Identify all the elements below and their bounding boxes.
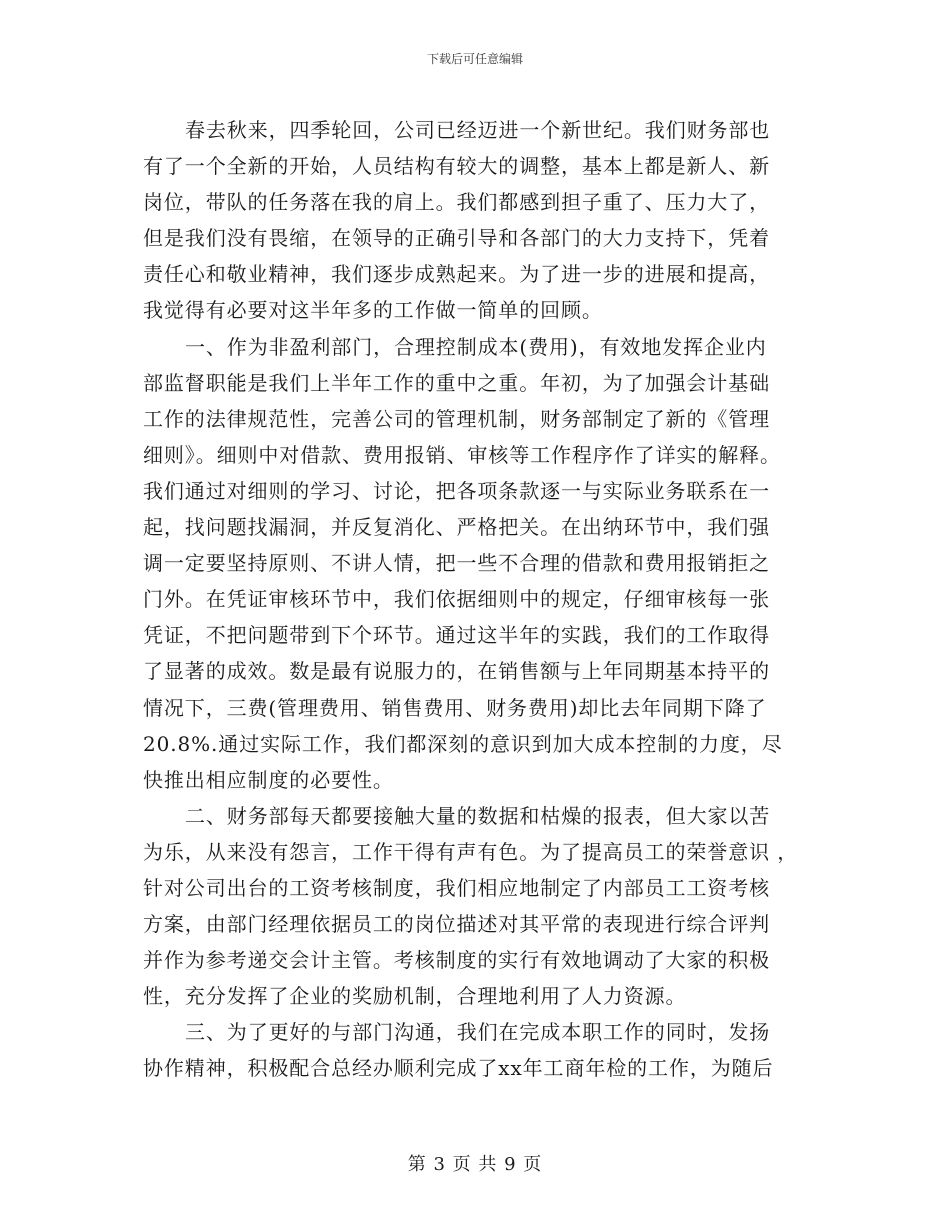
text-line: 凭证，不把问题带到下个环节。通过这半年的实践，我们的工作取得 [143,623,770,648]
text-line: 了显著的成效。数是最有说服力的，在销售额与上年同期基本持平的 [143,659,770,684]
text-line: 岗位，带队的任务落在我的肩上。我们都感到担子重了、压力大了， [143,190,770,215]
text-line: 并作为参考递交会计主管。考核制度的实行有效地调动了大家的积极 [143,948,770,973]
document-body [143,112,808,1087]
text-line: 责任心和敬业精神，我们逐步成熟起来。为了进一步的进展和提高， [143,262,770,287]
text-line: 为乐，从来没有怨言，工作干得有声有色。为了提高员工的荣誉意识 ， [143,839,799,864]
text-line: 方案，由部门经理依据员工的岗位描述对其平常的表现进行综合评判 [143,912,770,937]
text-line: 调一定要坚持原则、不讲人情，把一些不合理的借款和费用报销拒之 [143,551,770,576]
page-number-footer: 第 3 页 共 9 页 [407,1154,543,1175]
text-line: 有了一个全新的开始，人员结构有较大的调整，基本上都是新人、新 [143,154,770,179]
text-line: 部监督职能是我们上半年工作的重中之重。年初，为了加强会计基础 [143,370,770,395]
text-line: 协作精神，积极配合总经办顺利完成了xx年工商年检的工作，为随后 [143,1056,774,1081]
text-line: 快推出相应制度的必要性。 [143,767,394,792]
page-header: 下载后可任意编辑 [426,52,523,66]
text-line: 20.8%.通过实际工作，我们都深刻的意识到加大成本控制的力度，尽 [143,731,783,756]
text-line: 春去秋来，四季轮回，公司已经迈进一个新世纪。我们财务部也 [185,118,771,142]
text-line: 情况下，三费(管理费用、销售费用、财务费用)却比去年同期下降了 [143,695,767,720]
text-line: 我觉得有必要对这半年多的工作做一简单的回顾。 [143,298,603,323]
text-line: 细则》。细则中对借款、费用报销、审核等工作程序作了详实的解释。 [143,442,781,467]
text-line: 门外。在凭证审核环节中，我们依据细则中的规定，仔细审核每一张 [143,587,770,612]
text-line: 起，找问题找漏洞，并反复消化、严格把关。在出纳环节中，我们强 [143,515,770,540]
text-line: 二、财务部每天都要接触大量的数据和枯燥的报表，但大家以苦 [185,803,771,828]
text-line: 三、为了更好的与部门沟通，我们在完成本职工作的同时，发扬 [185,1020,771,1045]
text-line: 工作的法律规范性，完善公司的管理机制，财务部制定了新的《管理 [143,406,770,431]
text-line: 但是我们没有畏缩，在领导的正确引导和各部门的大力支持下，凭着 [143,226,770,251]
text-line: 针对公司出台的工资考核制度，我们相应地制定了内部员工工资考核 [143,875,770,900]
text-line: 性，充分发挥了企业的奖励机制，合理地利用了人力资源。 [143,984,687,1009]
text-line: 我们通过对细则的学习、讨论，把各项条款逐一与实际业务联系在一 [143,478,770,503]
text-line: 一、作为非盈利部门，合理控制成本(费用)，有效地发挥企业内 [185,334,767,359]
